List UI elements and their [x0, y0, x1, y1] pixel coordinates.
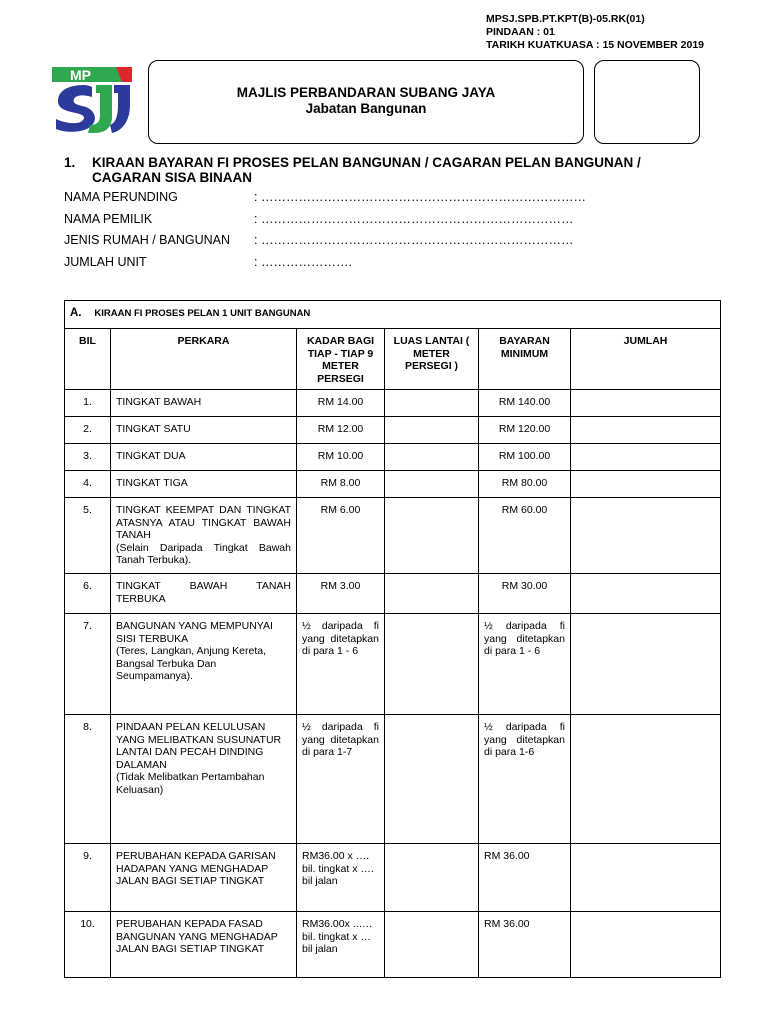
luas-input-cell[interactable]: [385, 844, 479, 912]
table-header-row: [65, 329, 721, 390]
luas-input-cell[interactable]: [385, 715, 479, 844]
luas-input-cell[interactable]: [385, 390, 479, 417]
table-row: 10. PERUBAHAN KEPADA FASAD BANGUNAN YANG MENGHADAP JALAN BAGI SETIAP TINGKAT RM36.00x ..…. bil. tingkat x … bil jalan RM 36.00: [65, 912, 721, 978]
luas-input-cell[interactable]: [385, 444, 479, 471]
field-value[interactable]: : ………………….: [254, 254, 352, 269]
jumlah-input-cell[interactable]: [571, 912, 721, 978]
document-reference: [486, 13, 704, 52]
jumlah-input-cell[interactable]: [571, 614, 721, 715]
section-number: 1.: [64, 155, 76, 170]
stamp-box: [594, 60, 700, 144]
jumlah-input-cell[interactable]: [571, 498, 721, 574]
fee-table: [64, 300, 721, 978]
jumlah-input-cell[interactable]: [571, 444, 721, 471]
luas-input-cell[interactable]: [385, 912, 479, 978]
department-title: Jabatan Bangunan: [305, 101, 427, 116]
header-jumlah: JUMLAH: [571, 329, 721, 390]
section-label: KIRAAN FI PROSES PELAN 1 UNIT BANGUNAN: [94, 308, 311, 319]
jumlah-input-cell[interactable]: [571, 715, 721, 844]
header-bil: BIL: [65, 329, 111, 390]
table-row: 6. TINGKAT BAWAH TANAH TERBUKA RM 3.00 RM 30.00: [65, 574, 721, 614]
svg-text:MP: MP: [70, 67, 91, 83]
council-title: MAJLIS PERBANDARAN SUBANG JAYA: [236, 85, 496, 100]
header-bayaran: BAYARAN MINIMUM: [479, 329, 571, 390]
header-perkara: PERKARA: [111, 329, 297, 390]
table-row: 2. TINGKAT SATU RM 12.00 RM 120.00: [65, 417, 721, 444]
reference-code: MPSJ.SPB.PT.KPT(B)-05.RK(01): [486, 13, 645, 25]
header-box: [148, 60, 584, 144]
table-row: 1. TINGKAT BAWAH RM 14.00 RM 140.00: [65, 390, 721, 417]
table-row: 5. TINGKAT KEEMPAT DAN TINGKAT ATASNYA ATAU TINGKAT BAWAH TANAH (Selain Daripada Tingkat Bawah Tanah Terbuka). RM 6.00 RM 60.00: [65, 498, 721, 574]
luas-input-cell[interactable]: [385, 574, 479, 614]
mpsj-logo: [50, 65, 134, 135]
jumlah-input-cell[interactable]: [571, 417, 721, 444]
jumlah-input-cell[interactable]: [571, 390, 721, 417]
jumlah-input-cell[interactable]: [571, 844, 721, 912]
jumlah-input-cell[interactable]: [571, 471, 721, 498]
section-title: KIRAAN BAYARAN FI PROSES PELAN BANGUNAN / CAGARAN PELAN BANGUNAN / CAGARAN SISA BINAAN: [92, 155, 641, 185]
luas-input-cell[interactable]: [385, 417, 479, 444]
header-kadar: KADAR BAGI TIAP - TIAP 9 METER PERSEGI: [297, 329, 385, 390]
field-value[interactable]: : ……………………………………………………………………: [254, 190, 586, 204]
effective-date: TARIKH KUATKUASA : 15 NOVEMBER 2019: [486, 39, 705, 51]
table-row: 7. BANGUNAN YANG MEMPUNYAI SISI TERBUKA (Teres, Langkan, Anjung Kereta, Bangsal Terbuka Dan Seumpamanya). ½ daripada fi yang ditetapkan di para 1 - 6 ½ daripada fi yang ditetapkan di para 1 - 6: [65, 614, 721, 715]
amendment-number: PINDAAN : 01: [486, 26, 555, 38]
luas-input-cell[interactable]: [385, 614, 479, 715]
table-row: 4. TINGKAT TIGA RM 8.00 RM 80.00: [65, 471, 721, 498]
table-row: 9. PERUBAHAN KEPADA GARISAN HADAPAN YANG MENGHADAP JALAN BAGI SETIAP TINGKAT RM36.00 x …. bil. tingkat x …. bil jalan RM 36.00: [65, 844, 721, 912]
jumlah-input-cell[interactable]: [571, 574, 721, 614]
field-value[interactable]: : …………………………………………………………………: [254, 211, 574, 226]
table-row: 3. TINGKAT DUA RM 10.00 RM 100.00: [65, 444, 721, 471]
section-letter: A.: [70, 307, 82, 319]
table-section-header: [65, 301, 721, 329]
luas-input-cell[interactable]: [385, 498, 479, 574]
luas-input-cell[interactable]: [385, 471, 479, 498]
table-row: 8. PINDAAN PELAN KELULUSAN YANG MELIBATKAN SUSUNATUR LANTAI DAN PECAH DINDING DALAMAN (Tidak Melibatkan Pertambahan Keluasan) ½ daripada fi yang ditetapkan di para 1-7 ½ daripada fi yang ditetapkan di para 1-6: [65, 715, 721, 844]
field-value[interactable]: : …………………………………………………………………: [254, 233, 574, 247]
header-luas: LUAS LANTAI ( METER PERSEGI ): [385, 329, 479, 390]
